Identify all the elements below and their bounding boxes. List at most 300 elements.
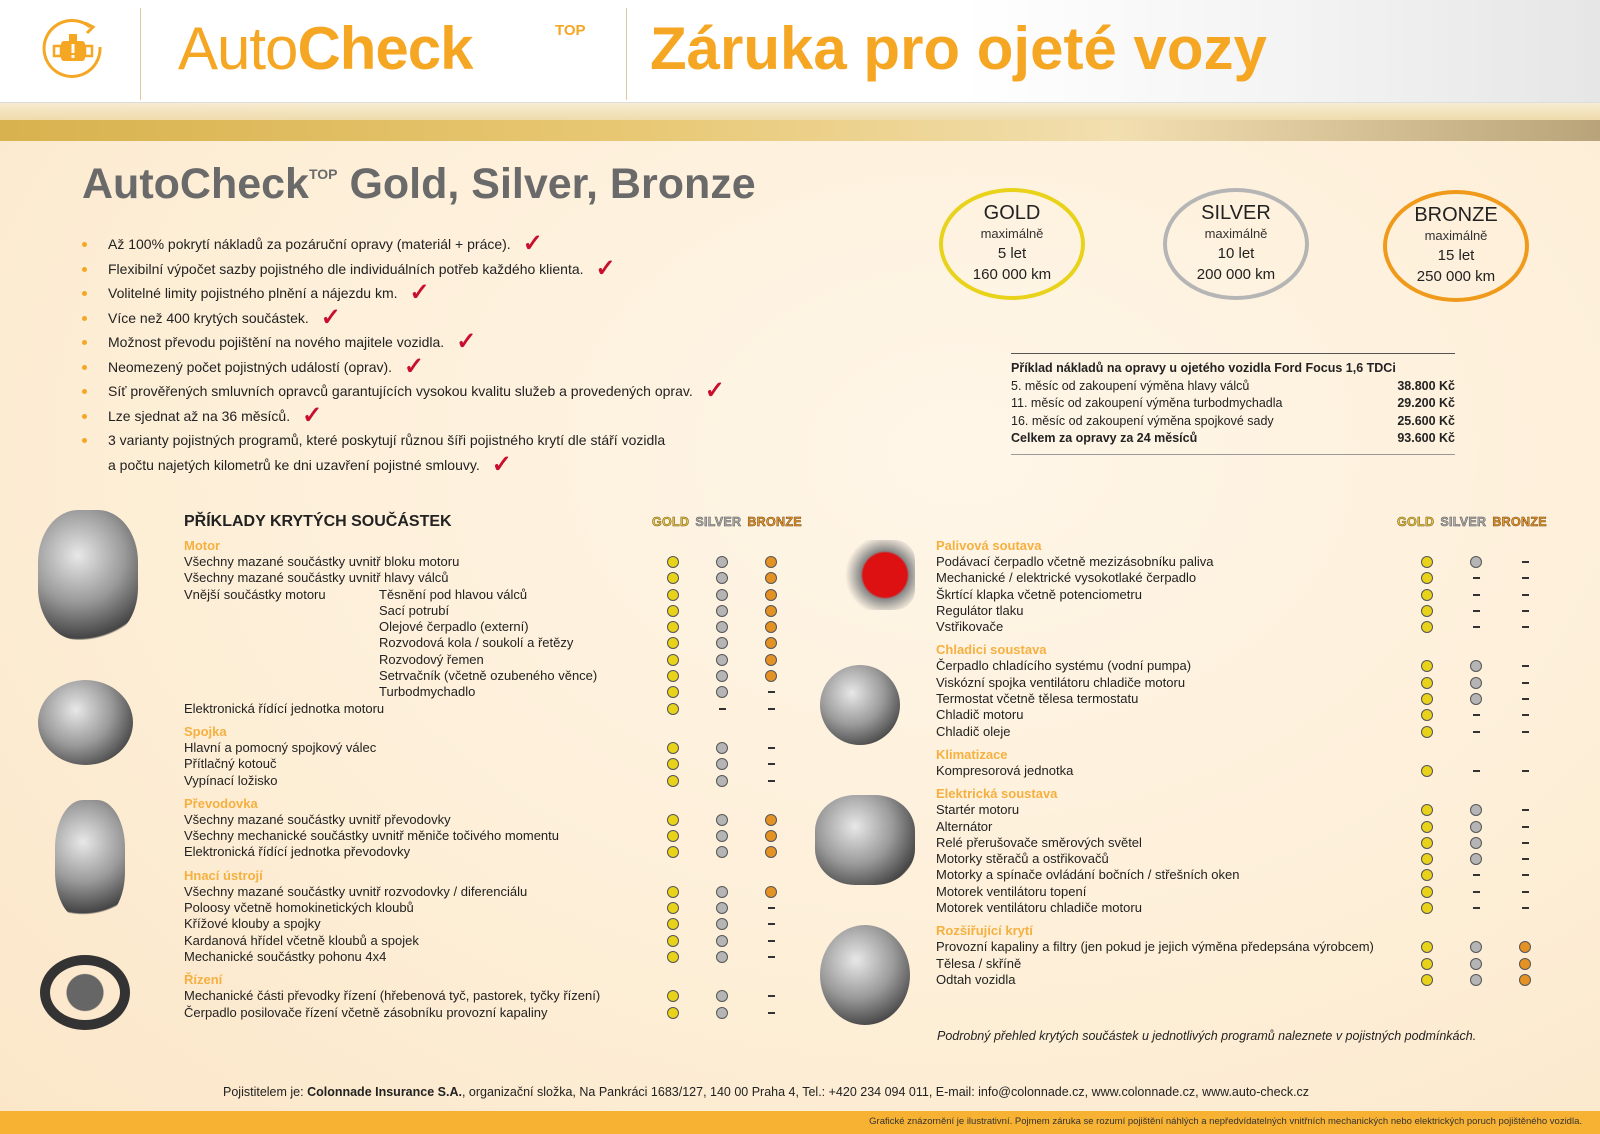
tier-label: maximálně — [1204, 226, 1268, 241]
coverage-cell — [1420, 724, 1434, 740]
group-heading: Elektrická soustava — [936, 786, 1058, 802]
coverage-cell — [666, 844, 680, 860]
not-covered-dash-icon — [1473, 626, 1480, 628]
table-row — [184, 619, 824, 635]
covered-dot-icon — [667, 621, 679, 633]
coverage-cell — [666, 668, 680, 684]
coverage-cell — [666, 988, 680, 1004]
table-row — [936, 867, 1576, 883]
covered-dot-icon — [1421, 709, 1433, 721]
coverage-cell — [715, 773, 729, 789]
group-heading: Chladici soustava — [936, 642, 1047, 658]
table-row — [936, 691, 1576, 707]
table-row — [184, 635, 824, 651]
parts-table-left — [184, 538, 824, 1021]
coverage-cell — [764, 773, 778, 789]
feature-text: Síť prověřených smluvních opravců garantujících vysokou kvalitu služeb a provedených oprav. ✓ — [108, 377, 725, 404]
coverage-cell — [1518, 570, 1532, 586]
part-label: Regulátor tlaku — [936, 602, 1024, 618]
covered-dot-icon — [716, 670, 728, 682]
divider — [1011, 454, 1455, 455]
coverage-cell — [1420, 658, 1434, 674]
covered-dot-icon — [1421, 837, 1433, 849]
covered-dot-icon — [716, 605, 728, 617]
part-sublabel: Setrvačník (včetně ozubeného věnce) — [379, 668, 598, 684]
table-row — [184, 933, 824, 949]
coverage-cell — [1518, 867, 1532, 883]
part-label: Motorek ventilátoru chladiče motoru — [936, 900, 1142, 916]
part-label: Všechny mechanické součástky uvnitř měniče točivého momentu — [184, 828, 560, 844]
not-covered-dash-icon — [1522, 698, 1529, 700]
checkmark-icon: ✓ — [320, 303, 341, 331]
covered-dot-icon — [716, 1007, 728, 1019]
coverage-cell — [1518, 819, 1532, 835]
covered-dot-icon — [1421, 765, 1433, 777]
not-covered-dash-icon — [1522, 891, 1529, 893]
covered-dot-icon — [716, 918, 728, 930]
part-sublabel: Sací potrubí — [379, 602, 450, 618]
covered-dot-icon — [667, 589, 679, 601]
not-covered-dash-icon — [768, 995, 775, 997]
coverage-cell — [764, 1005, 778, 1021]
covered-dot-icon — [716, 814, 728, 826]
covered-dot-icon — [765, 654, 777, 666]
part-label: Startér motoru — [936, 802, 1020, 818]
coverage-cell — [1518, 587, 1532, 603]
not-covered-dash-icon — [768, 763, 775, 765]
table-row — [184, 652, 824, 668]
covered-dot-icon — [765, 814, 777, 826]
covered-dot-icon — [667, 918, 679, 930]
not-covered-dash-icon — [1522, 874, 1529, 876]
covered-dot-icon — [765, 637, 777, 649]
table-row — [936, 619, 1576, 635]
coverage-cell — [1420, 851, 1434, 867]
coverage-cell — [1420, 554, 1434, 570]
table-row — [936, 763, 1576, 779]
covered-dot-icon — [1421, 804, 1433, 816]
part-label: Alternátor — [936, 818, 993, 834]
coverage-cell — [715, 812, 729, 828]
cost-example-table — [1011, 353, 1455, 455]
covered-dot-icon — [1470, 974, 1482, 986]
part-label: Mechanické součástky pohonu 4x4 — [184, 948, 387, 964]
coverage-cell — [1518, 939, 1532, 955]
covered-dot-icon — [1470, 821, 1482, 833]
part-label: Motorky a spínače ovládání bočních / střešních oken — [936, 867, 1240, 883]
brand-logo: AutoCheck — [178, 15, 473, 82]
coverage-cell — [715, 684, 729, 700]
coverage-cell — [666, 684, 680, 700]
covered-dot-icon — [765, 621, 777, 633]
column-headers: GOLD SILVER BRONZE — [652, 515, 802, 529]
feature-text: Lze sjednat až na 36 měsíců. ✓ — [108, 401, 323, 429]
part-label: Tělesa / skříně — [936, 955, 1022, 971]
coverage-cell — [1469, 802, 1483, 818]
part-label: Všechny mazané součástky uvnitř bloku motoru — [184, 554, 460, 569]
part-label: Vstřikovače — [936, 619, 1004, 635]
coverage-cell — [666, 828, 680, 844]
part-label: Hlavní a pomocný spojkový válec — [184, 739, 377, 755]
covered-dot-icon — [716, 886, 728, 898]
covered-dot-icon — [1470, 677, 1482, 689]
part-label: Kompresorová jednotka — [936, 762, 1074, 778]
coverage-cell — [715, 844, 729, 860]
table-row — [184, 701, 824, 717]
part-label: Všechny mazané součástky uvnitř hlavy válců — [184, 570, 449, 586]
coverage-cell — [1518, 900, 1532, 916]
covered-dot-icon — [1421, 621, 1433, 633]
coverage-cell — [1518, 851, 1532, 867]
table-row — [936, 675, 1576, 691]
table-row — [936, 802, 1576, 818]
coverage-cell — [1420, 707, 1434, 723]
coverage-cell — [1420, 884, 1434, 900]
table-row — [936, 972, 1576, 988]
coverage-cell — [666, 740, 680, 756]
covered-dot-icon — [765, 846, 777, 858]
not-covered-dash-icon — [768, 780, 775, 782]
covered-dot-icon — [1421, 886, 1433, 898]
coverage-cell — [715, 884, 729, 900]
coverage-cell — [764, 812, 778, 828]
covered-dot-icon — [716, 846, 728, 858]
not-covered-dash-icon — [1473, 907, 1480, 909]
coverage-cell — [764, 603, 778, 619]
not-covered-dash-icon — [1473, 714, 1480, 716]
tier-km: 250 000 km — [1416, 268, 1496, 285]
coverage-cell — [666, 603, 680, 619]
part-label: Motorek ventilátoru topení — [936, 883, 1087, 899]
covered-dot-icon — [667, 846, 679, 858]
gearbox-image — [55, 800, 125, 920]
coverage-cell — [715, 635, 729, 651]
covered-dot-icon — [716, 951, 728, 963]
part-label: Vypínací ložisko — [184, 772, 278, 788]
not-covered-dash-icon — [1473, 874, 1480, 876]
coverage-cell — [1469, 554, 1483, 570]
coverage-cell — [1420, 802, 1434, 818]
feature-item — [82, 281, 725, 306]
table-row — [184, 988, 824, 1004]
feature-text: Volitelné limity pojistného plnění a nájezdu km. ✓ — [108, 279, 430, 306]
coverage-cell — [1518, 554, 1532, 570]
not-covered-dash-icon — [1522, 731, 1529, 733]
not-covered-dash-icon — [1522, 577, 1529, 579]
covered-dot-icon — [1421, 974, 1433, 986]
part-label: Kardanová hřídel včetně kloubů a spojek — [184, 932, 419, 948]
table-row — [184, 916, 824, 932]
coverage-cell — [764, 900, 778, 916]
covered-dot-icon — [716, 990, 728, 1002]
table-row — [184, 603, 824, 619]
covered-dot-icon — [716, 589, 728, 601]
coverage-cell — [764, 933, 778, 949]
clutch-image — [38, 680, 133, 765]
coverage-cell — [666, 635, 680, 651]
covered-dot-icon — [1421, 605, 1433, 617]
covered-dot-icon — [667, 654, 679, 666]
group-heading: Klimatizace — [936, 746, 1008, 762]
cost-row: 5. měsíc od zakoupení výměna hlavy válců 38.800 Kč — [1011, 378, 1455, 393]
covered-dot-icon — [716, 654, 728, 666]
coverage-cell — [715, 756, 729, 772]
cost-total: Celkem za opravy za 24 měsíců 93.600 Kč — [1011, 431, 1455, 445]
coverage-cell — [715, 949, 729, 965]
part-label: Motorky stěračů a ostřikovačů — [936, 851, 1109, 867]
feature-item — [82, 379, 725, 404]
checkmark-icon: ✓ — [522, 230, 543, 257]
covered-dot-icon — [667, 951, 679, 963]
coverage-cell — [715, 988, 729, 1004]
coverage-cell — [666, 619, 680, 635]
covered-dot-icon — [1470, 660, 1482, 672]
table-row — [184, 684, 824, 700]
covered-dot-icon — [765, 589, 777, 601]
coverage-cell — [1518, 956, 1532, 972]
covered-dot-icon — [716, 830, 728, 842]
divider — [140, 8, 141, 100]
part-label: Vnější součástky motoru — [184, 586, 326, 602]
not-covered-dash-icon — [1473, 594, 1480, 596]
part-label: Čerpadlo chladícího systému (vodní pumpa) — [936, 658, 1192, 674]
coverage-cell — [1420, 763, 1434, 779]
covered-dot-icon — [667, 758, 679, 770]
tier-label: maximálně — [1424, 228, 1488, 243]
covered-dot-icon — [765, 670, 777, 682]
covered-dot-icon — [716, 637, 728, 649]
covered-dot-icon — [1421, 660, 1433, 672]
group-heading: Motor — [184, 538, 221, 553]
coverage-cell — [715, 828, 729, 844]
covered-dot-icon — [1470, 804, 1482, 816]
covered-dot-icon — [716, 621, 728, 633]
tier-name: SILVER — [1201, 202, 1271, 224]
part-sublabel: Těsnění pod hlavou válců — [379, 586, 528, 602]
feature-item — [82, 232, 725, 257]
coverage-cell — [1469, 835, 1483, 851]
coverage-cell — [1518, 763, 1532, 779]
table-row — [184, 570, 824, 586]
coverage-cell — [764, 756, 778, 772]
part-label: Všechny mazané součástky uvnitř převodovky — [184, 811, 451, 827]
engine-image — [38, 510, 138, 640]
coverage-cell — [666, 1005, 680, 1021]
not-covered-dash-icon — [768, 923, 775, 925]
coverage-cell — [1420, 867, 1434, 883]
coverage-cell — [764, 884, 778, 900]
table-row — [936, 658, 1576, 674]
not-covered-dash-icon — [1522, 682, 1529, 684]
fuel-nozzle-image — [815, 540, 915, 610]
table-row — [184, 773, 824, 789]
coverage-cell — [764, 828, 778, 844]
covered-dot-icon — [1519, 974, 1531, 986]
coverage-cell — [715, 933, 729, 949]
covered-dot-icon — [1421, 958, 1433, 970]
cost-row: 16. měsíc od zakoupení výměna spojkové sady 25.600 Kč — [1011, 413, 1455, 428]
covered-dot-icon — [716, 572, 728, 584]
tier-years: 5 let — [997, 245, 1027, 262]
part-sublabel: Rozvodová kola / soukolí a řetězy — [379, 635, 574, 651]
coverage-cell — [1518, 724, 1532, 740]
feature-text: Neomezený počet pojistných událostí (oprav). ✓ — [108, 352, 425, 380]
part-label: Mechanické části převodky řízení (hřebenová tyč, pastorek, tyčky řízení) — [184, 988, 601, 1004]
disclaimer: Grafické znázornění je ilustrativní. Pojmem záruka se rozumí pojištění náhlých a nepředvídatelných vnitřních mechanických nebo elektrických poruch pojištěného vozidla. — [869, 1116, 1582, 1127]
brake-disc-image — [820, 925, 910, 1025]
page-title: AutoCheck$^{TOP}$ Gold, Silver, Bronze — [82, 160, 756, 208]
part-label: Chladič motoru — [936, 707, 1024, 723]
coverage-cell — [1518, 675, 1532, 691]
covered-dot-icon — [716, 758, 728, 770]
coverage-cell — [1518, 884, 1532, 900]
covered-dot-icon — [716, 556, 728, 568]
part-label: Podávací čerpadlo včetně mezizásobníku paliva — [936, 554, 1214, 569]
not-covered-dash-icon — [768, 907, 775, 909]
not-covered-dash-icon — [1473, 731, 1480, 733]
feature-item — [82, 330, 725, 355]
coverage-cell — [666, 554, 680, 570]
not-covered-dash-icon — [768, 1012, 775, 1014]
coverage-cell — [1518, 603, 1532, 619]
coverage-cell — [1469, 763, 1483, 779]
coverage-cell — [764, 701, 778, 717]
table-row — [184, 812, 824, 828]
part-label: Relé přerušovače směrových světel — [936, 834, 1142, 850]
part-label: Elektronická řídící jednotka převodovky — [184, 844, 411, 860]
feature-text: Více než 400 krytých součástek. ✓ — [108, 303, 341, 331]
not-covered-dash-icon — [1522, 858, 1529, 860]
not-covered-dash-icon — [1522, 770, 1529, 772]
coverage-cell — [1469, 724, 1483, 740]
not-covered-dash-icon — [1522, 594, 1529, 596]
table-row — [936, 819, 1576, 835]
tier-bronze — [1383, 190, 1529, 302]
covered-dot-icon — [1421, 821, 1433, 833]
table-row — [184, 949, 824, 965]
checkmark-icon: ✓ — [491, 450, 512, 478]
table-row — [936, 587, 1576, 603]
covered-dot-icon — [1421, 556, 1433, 568]
covered-dot-icon — [716, 686, 728, 698]
not-covered-dash-icon — [768, 708, 775, 710]
coverage-cell — [715, 1005, 729, 1021]
coverage-cell — [666, 949, 680, 965]
part-sublabel: Turbodmychadlo — [379, 684, 476, 700]
checkmark-icon: ✓ — [404, 352, 425, 380]
feature-item — [82, 303, 725, 331]
covered-dot-icon — [1421, 869, 1433, 881]
decorative-strip — [0, 120, 1600, 141]
covered-dot-icon — [765, 886, 777, 898]
coverage-cell — [715, 668, 729, 684]
not-covered-dash-icon — [1522, 907, 1529, 909]
part-label: Přítlačný kotouč — [184, 756, 277, 772]
covered-dot-icon — [1470, 958, 1482, 970]
tier-name: BRONZE — [1414, 204, 1498, 226]
covered-dot-icon — [667, 556, 679, 568]
coverage-cell — [1518, 707, 1532, 723]
coverage-cell — [1469, 884, 1483, 900]
group-heading: Spojka — [184, 723, 227, 739]
feature-text: Možnost převodu pojištění na nového majitele vozidla. ✓ — [108, 328, 477, 355]
not-covered-dash-icon — [768, 691, 775, 693]
covered-dot-icon — [1421, 589, 1433, 601]
coverage-cell — [1420, 900, 1434, 916]
coverage-cell — [1420, 939, 1434, 955]
checkmark-icon: ✓ — [456, 328, 477, 355]
covered-dot-icon — [1421, 902, 1433, 914]
covered-dot-icon — [1519, 941, 1531, 953]
coverage-cell — [715, 701, 729, 717]
coverage-cell — [1420, 819, 1434, 835]
not-covered-dash-icon — [1522, 561, 1529, 563]
not-covered-dash-icon — [1522, 714, 1529, 716]
tier-gold — [939, 188, 1085, 300]
not-covered-dash-icon — [1473, 610, 1480, 612]
covered-dot-icon — [1421, 726, 1433, 738]
table-row — [184, 756, 824, 772]
table-row — [936, 835, 1576, 851]
covered-dot-icon — [716, 775, 728, 787]
coverage-cell — [666, 916, 680, 932]
covered-dot-icon — [667, 990, 679, 1002]
coverage-cell — [666, 570, 680, 586]
coverage-cell — [1469, 587, 1483, 603]
not-covered-dash-icon — [1522, 842, 1529, 844]
table-row — [936, 570, 1576, 586]
checkmark-icon: ✓ — [409, 279, 430, 306]
not-covered-dash-icon — [1473, 891, 1480, 893]
coverage-cell — [1469, 619, 1483, 635]
not-covered-dash-icon — [1522, 610, 1529, 612]
coverage-cell — [715, 554, 729, 570]
table-row — [184, 554, 824, 570]
part-label: Odtah vozidla — [936, 971, 1016, 987]
coverage-cell — [1469, 867, 1483, 883]
table-row — [936, 554, 1576, 570]
table-row — [936, 900, 1576, 916]
table-row — [184, 884, 824, 900]
headline: Záruka pro ojeté vozy — [650, 15, 1267, 82]
coverage-cell — [1469, 570, 1483, 586]
coverage-cell — [1518, 619, 1532, 635]
not-covered-dash-icon — [768, 940, 775, 942]
coverage-cell — [1420, 956, 1434, 972]
covered-dot-icon — [667, 775, 679, 787]
feature-text: a počtu najetých kilometrů ke dni uzavření pojistné smlouvy. ✓ — [108, 450, 512, 478]
coverage-cell — [1469, 707, 1483, 723]
coverage-cell — [764, 988, 778, 1004]
coverage-cell — [764, 619, 778, 635]
not-covered-dash-icon — [1522, 809, 1529, 811]
coverage-cell — [1469, 851, 1483, 867]
coverage-cell — [715, 587, 729, 603]
covered-dot-icon — [716, 935, 728, 947]
not-covered-dash-icon — [1522, 826, 1529, 828]
divider — [626, 8, 627, 100]
covered-dot-icon — [1421, 941, 1433, 953]
part-label: Provozní kapaliny a filtry (jen pokud je jejich výměna předepsána výrobcem) — [936, 939, 1374, 955]
part-label: Křížové klouby a spojky — [184, 916, 321, 932]
coverage-cell — [764, 668, 778, 684]
feature-item — [82, 401, 725, 429]
table-row — [184, 668, 824, 684]
covered-dot-icon — [765, 830, 777, 842]
covered-dot-icon — [667, 886, 679, 898]
checkmark-icon: ✓ — [704, 377, 725, 404]
tier-years: 15 let — [1437, 247, 1475, 264]
